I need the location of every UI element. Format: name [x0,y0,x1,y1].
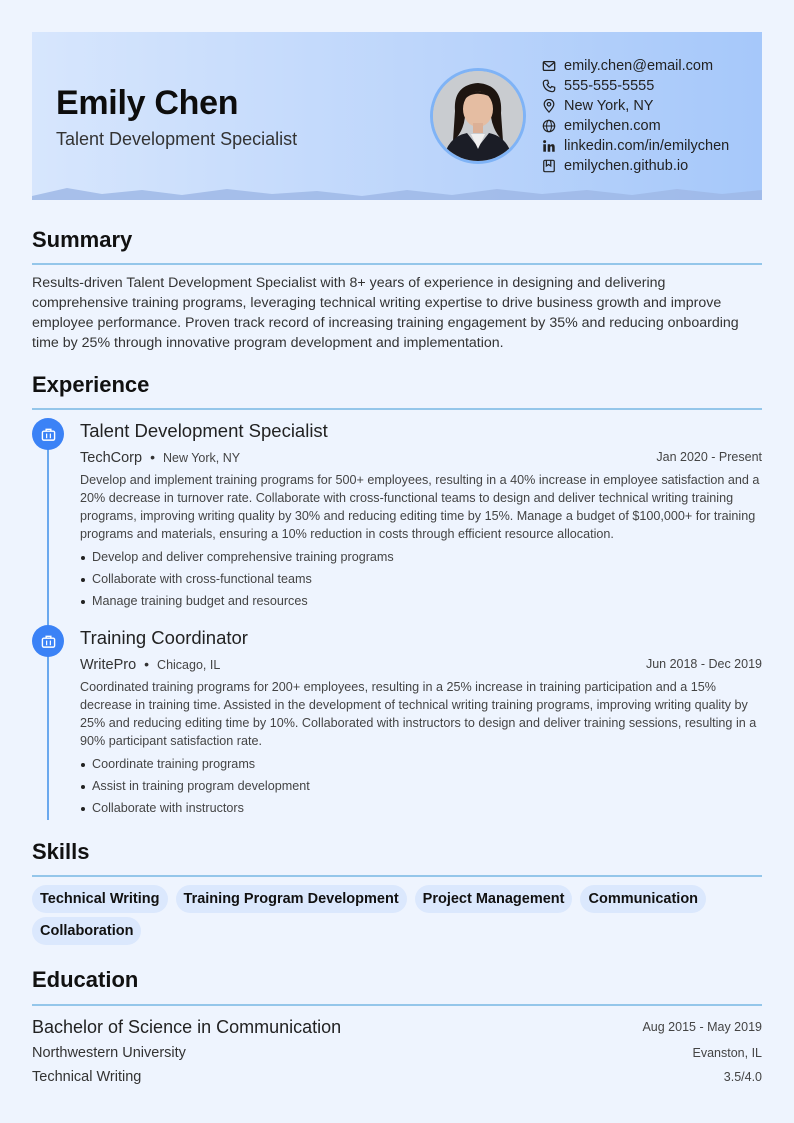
briefcase-icon [32,418,64,450]
linkedin-icon [542,139,556,153]
contact-email[interactable] [542,56,729,76]
job-meta [80,449,762,467]
contact-github[interactable] [542,156,729,176]
separator-dot: • [144,656,150,672]
briefcase-icon [32,625,64,657]
job-bullet: Manage training budget and resources [80,592,762,614]
skill-chip: Project Management [415,885,573,913]
job-location: Chicago, IL [157,658,221,672]
contact-location [542,96,729,116]
mountain-decoration [32,184,762,200]
job-bullet: Develop and deliver comprehensive training programs [80,548,762,570]
contact-list [542,56,729,176]
summary-heading: Summary [32,227,133,252]
resume-header [32,32,762,200]
job-title: Talent Development Specialist [80,420,328,441]
contact-linkedin[interactable] [542,136,729,156]
job-bullet: Collaborate with cross-functional teams [80,570,762,592]
job-meta [80,656,762,674]
education-divider [32,1004,762,1006]
separator-dot: • [150,449,155,465]
education-school: Northwestern University [32,1045,186,1061]
contact-website-text: emilychen.com [564,118,661,134]
skills-heading: Skills [32,839,90,864]
summary-divider [32,263,762,265]
skill-chip: Training Program Development [176,885,407,913]
profile-photo [430,68,526,164]
job-description: Develop and implement training programs for 500+ employees, resulting in a 40% increase in employee satisfaction and a 20% decrease in turnover rate. Collaborate with cross-functional teams to design and deliver technical writing training programs, improving writing quality by 30% and reducing editing time by 15%. Manage a budget of $100,000+ for training programs and materials, ensuring a 10% reduction in costs through efficient resource allocation. [80,473,760,541]
experience-divider [32,408,762,410]
globe-icon [542,119,556,133]
skill-list [32,885,762,949]
education-degree: Bachelor of Science in Communication [32,1017,342,1037]
skill-chip: Collaboration [32,917,141,945]
job-company: WritePro [80,657,137,673]
contact-email-text: emily.chen@email.com [564,58,714,74]
location-pin-icon [542,99,556,113]
job-dates: Jun 2018 - Dec 2019 [645,657,762,671]
summary-text: Results-driven Talent Development Specialist with 8+ years of experience in designing and delivering comprehensive training programs, leveraging technical writing expertise to drive business growth and improve employee performance. Proven track record of increasing training engagement by 35% and reducing onboarding time by 25% through innovative program development and implementation. [32,275,739,351]
education-field: Technical Writing [32,1069,142,1085]
job-description: Coordinated training programs for 200+ employees, resulting in a 25% increase in training participation and a 15% decrease in training time. Assisted in the development of technical writing training programs, improving writing quality by 25% and reducing editing time by 10%. Collaborated with instructors to design and deliver training sessions, resulting in a 90% participant satisfaction rate. [80,680,757,748]
skill-chip: Communication [580,885,706,913]
job-title: Training Coordinator [80,627,248,648]
experience-heading: Experience [32,372,150,397]
education-dates: Aug 2015 - May 2019 [642,1020,762,1034]
skill-chip: Technical Writing [32,885,168,913]
education-heading: Education [32,967,139,992]
candidate-name: Emily Chen [56,84,239,122]
job-dates: Jan 2020 - Present [656,450,762,464]
job-bullet: Collaborate with instructors [80,799,762,821]
education-gpa: 3.5/4.0 [723,1070,762,1084]
contact-phone[interactable] [542,76,729,96]
job-company: TechCorp [80,450,143,466]
candidate-role: Talent Development Specialist [56,129,298,149]
job-location: New York, NY [162,451,241,465]
mail-icon [542,59,556,73]
job-bullet-list [80,548,762,614]
contact-website[interactable] [542,116,729,136]
job-bullet: Assist in training program development [80,777,762,799]
bookmark-icon [542,159,556,173]
job-bullet: Coordinate training programs [80,755,762,777]
contact-github-text: emilychen.github.io [564,158,689,174]
contact-linkedin-text: linkedin.com/in/emilychen [564,138,730,154]
education-location: Evanston, IL [692,1046,762,1060]
contact-phone-text: 555-555-5555 [564,78,655,94]
job-bullet-list [80,755,762,821]
skills-divider [32,875,762,877]
phone-icon [542,79,556,93]
contact-location-text: New York, NY [564,98,654,114]
